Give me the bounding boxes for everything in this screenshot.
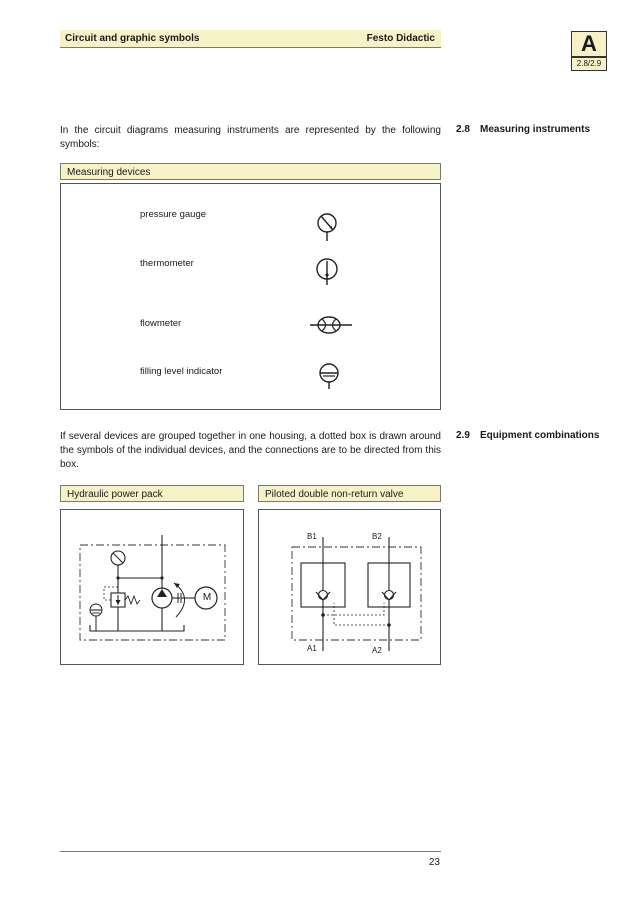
measuring-devices-label: Measuring devices <box>60 163 441 180</box>
filling-level-indicator-icon <box>316 360 342 390</box>
port-label-a1: A1 <box>307 644 317 653</box>
motor-label: M <box>202 592 212 603</box>
device-label-pressure-gauge: pressure gauge <box>140 209 207 220</box>
piloted-valve-label: Piloted double non-return valve <box>258 485 441 502</box>
section-range: 2.8/2.9 <box>571 57 607 71</box>
section-badge <box>571 31 607 71</box>
thermometer-icon <box>312 254 342 288</box>
page-number: 23 <box>428 857 440 868</box>
header-publisher: Festo Didactic <box>366 33 435 44</box>
device-label-thermometer: thermometer <box>140 258 194 269</box>
section-28-intro: In the circuit diagrams measuring instruments are represented by the following symbols: <box>60 125 441 150</box>
port-label-b2: B2 <box>372 532 382 541</box>
port-label-a2: A2 <box>372 646 382 655</box>
section-28-heading <box>456 124 626 135</box>
section-29-number: 2.9 <box>456 430 470 441</box>
measuring-devices-frame <box>60 183 441 410</box>
section-28-number: 2.8 <box>456 124 470 135</box>
hydraulic-power-pack-diagram <box>60 509 244 665</box>
hydraulic-power-pack-label: Hydraulic power pack <box>60 485 244 502</box>
header-title: Circuit and graphic symbols <box>65 33 200 44</box>
section-letter: A <box>571 31 607 57</box>
piloted-valve-diagram <box>258 509 441 665</box>
device-label-filling-level: filling level indicator <box>140 366 223 377</box>
section-29-title: Equipment combinations <box>480 430 600 441</box>
footer-rule <box>60 851 441 852</box>
device-label-flowmeter: flowmeter <box>140 318 182 329</box>
section-28-title: Measuring instruments <box>480 124 591 135</box>
page-header-bar <box>60 30 441 48</box>
section-29-intro: If several devices are grouped together in one housing, a dotted box is drawn around the symbols of the individual devices, and the connections are to be directed from this box. <box>60 431 441 470</box>
pressure-gauge-icon <box>312 210 342 244</box>
section-29-heading <box>456 430 626 441</box>
port-label-b1: B1 <box>307 532 317 541</box>
flowmeter-icon <box>308 314 354 336</box>
